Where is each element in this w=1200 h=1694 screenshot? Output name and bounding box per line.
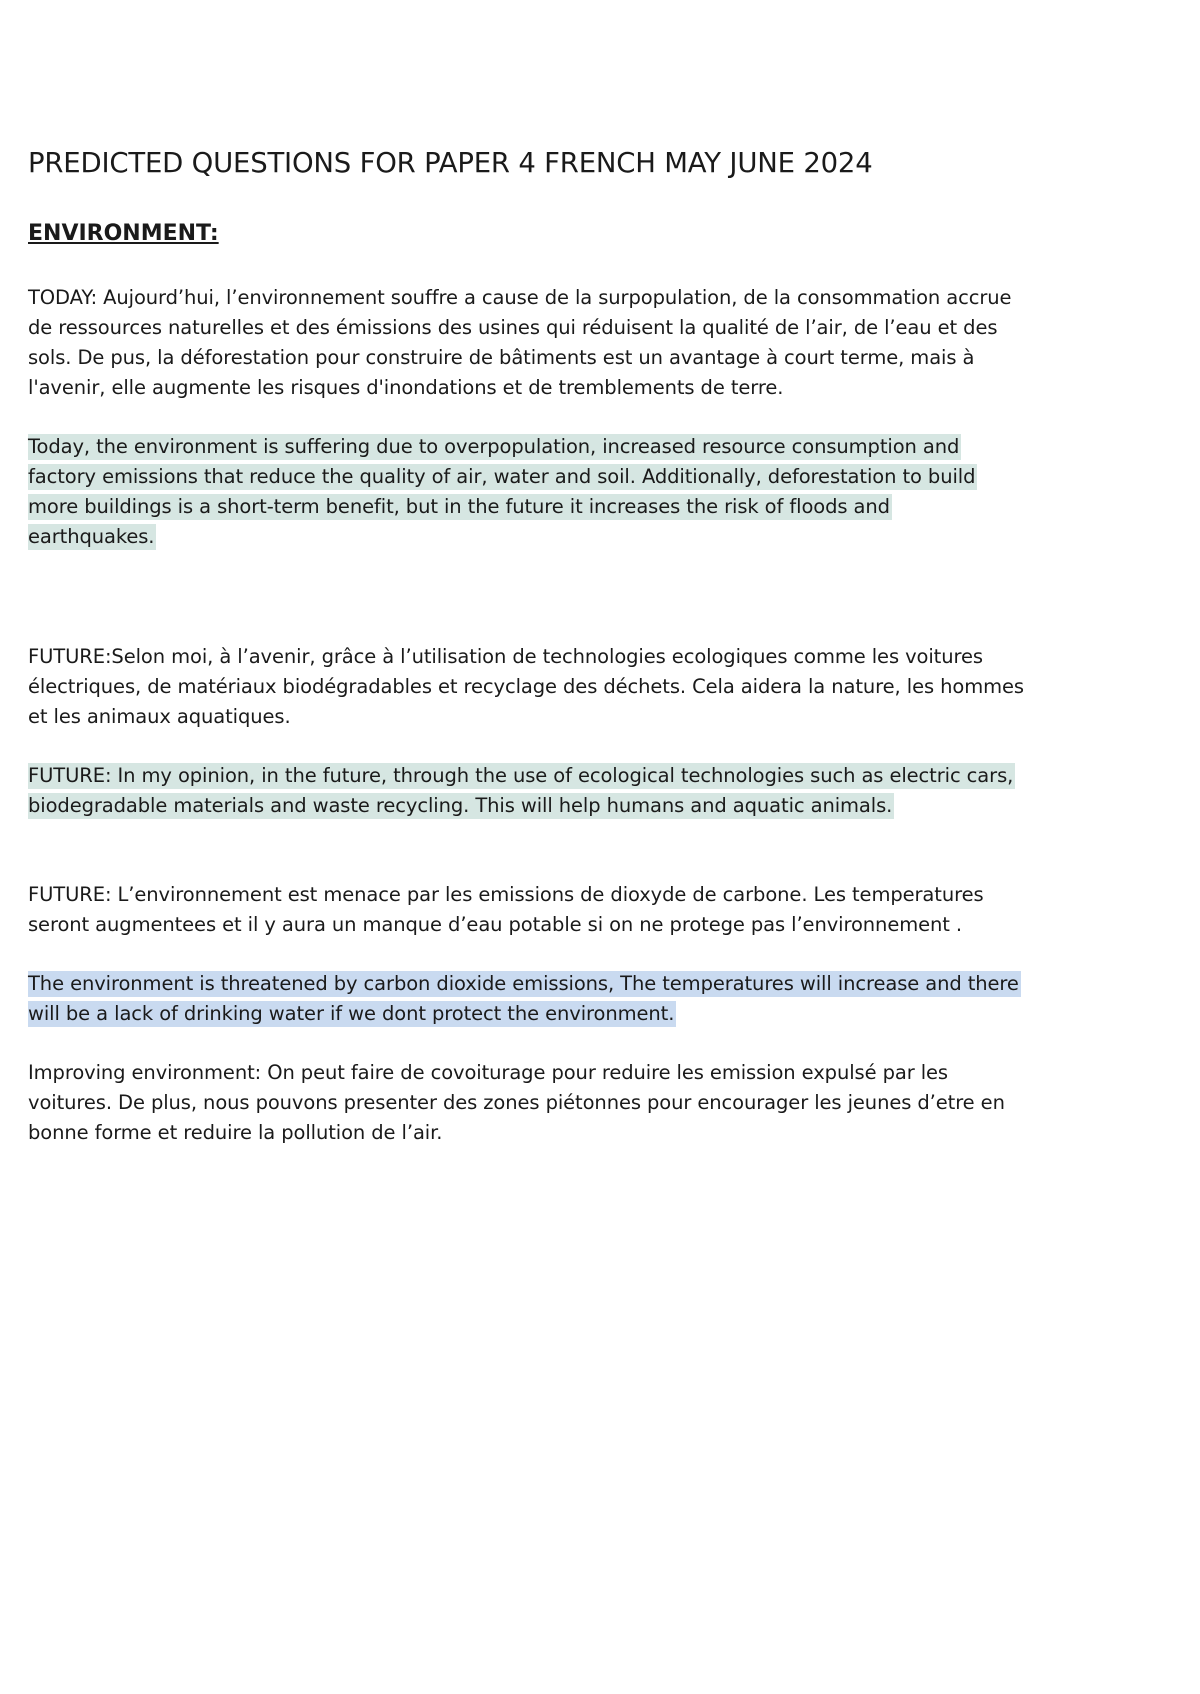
highlighted-text: factory emissions that reduce the quality of air, water and soil. Additionally, deforestation to build — [28, 465, 976, 488]
text-line: seront augmentees et il y aura un manque d’eau potable si on ne protege pas l’environnement . — [28, 913, 963, 936]
paragraph-today-french — [28, 283, 1108, 403]
text-line: sols. De pus, la déforestation pour construire de bâtiments est un avantage à court terme, mais à — [28, 346, 975, 369]
text-line: voitures. De plus, nous pouvons presenter des zones piétonnes pour encourager les jeunes d’etre en — [28, 1091, 1005, 1114]
paragraph-future-threat-english-highlighted — [28, 969, 1108, 1029]
text-line — [28, 492, 1108, 522]
paragraph-future-english-highlighted — [28, 761, 1108, 821]
text-line: l'avenir, elle augmente les risques d'inondations et de tremblements de terre. — [28, 376, 784, 399]
text-line — [28, 969, 1108, 999]
highlighted-text: more buildings is a short-term benefit, but in the future it increases the risk of floods and — [28, 495, 890, 518]
text-line: FUTURE: L’environnement est menace par les emissions de dioxyde de carbone. Les temperatures — [28, 883, 984, 906]
paragraph-improving-environment — [28, 1058, 1108, 1148]
highlighted-text: will be a lack of drinking water if we dont protect the environment. — [28, 1002, 675, 1025]
text-line — [28, 999, 1108, 1029]
highlighted-text: FUTURE: In my opinion, in the future, through the use of ecological technologies such as electric cars, — [28, 764, 1014, 787]
document-title: PREDICTED QUESTIONS FOR PAPER 4 FRENCH MAY JUNE 2024 — [28, 147, 873, 179]
highlighted-text: earthquakes. — [28, 525, 155, 548]
paragraph-future-threat-french — [28, 880, 1108, 940]
highlighted-text: biodegradable materials and waste recycling. This will help humans and aquatic animals. — [28, 794, 893, 817]
text-line — [28, 791, 1108, 821]
paragraph-future-french — [28, 642, 1108, 732]
text-line: électriques, de matériaux biodégradables et recyclage des déchets. Cela aidera la nature, les hommes — [28, 675, 1024, 698]
text-line — [28, 522, 1108, 552]
highlighted-text: Today, the environment is suffering due to overpopulation, increased resource consumption and — [28, 435, 960, 458]
text-line: Improving environment: On peut faire de covoiturage pour reduire les emission expulsé par les — [28, 1061, 948, 1084]
document-page — [28, 0, 1128, 1694]
section-heading-environment: ENVIRONMENT: — [28, 221, 219, 246]
text-line — [28, 432, 1108, 462]
paragraph-today-english-highlighted — [28, 432, 1108, 552]
text-line — [28, 761, 1108, 791]
text-line: FUTURE:Selon moi, à l’avenir, grâce à l’utilisation de technologies ecologiques comme les voitures — [28, 645, 983, 668]
highlighted-text: The environment is threatened by carbon dioxide emissions, The temperatures will increase and there — [28, 972, 1019, 995]
text-line: de ressources naturelles et des émissions des usines qui réduisent la qualité de l’air, de l’eau et des — [28, 316, 998, 339]
text-line: TODAY: Aujourd’hui, l’environnement souffre a cause de la surpopulation, de la consommation accrue — [28, 286, 1012, 309]
text-line: bonne forme et reduire la pollution de l’air. — [28, 1121, 443, 1144]
text-line — [28, 462, 1108, 492]
text-line: et les animaux aquatiques. — [28, 705, 291, 728]
